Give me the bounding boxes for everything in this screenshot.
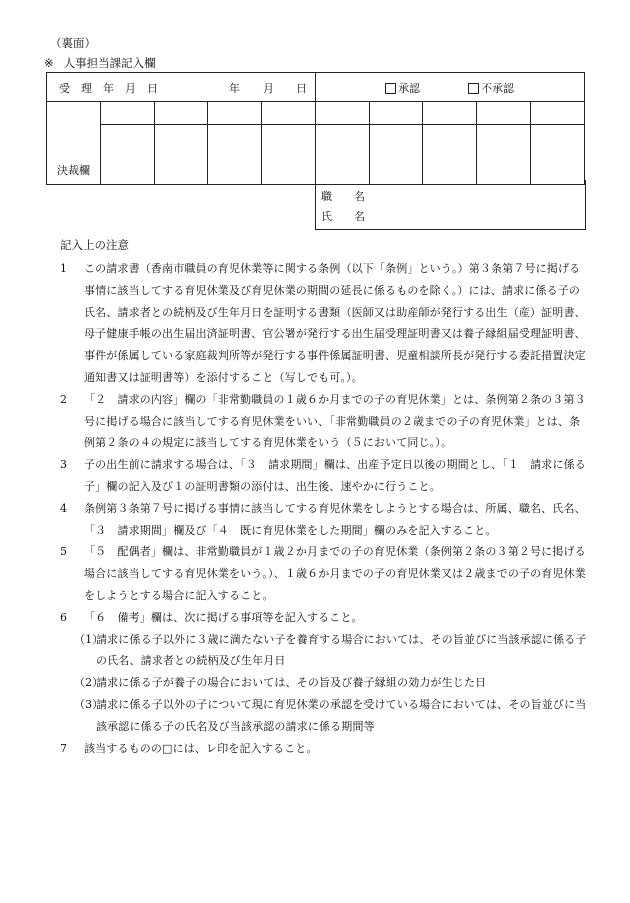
decision-seal-cell[interactable] [423, 125, 477, 185]
decision-title-cell[interactable] [155, 102, 208, 125]
receipt-date-label: 受 理 年 月 日 [59, 82, 158, 95]
receipt-year-label: 年 [229, 82, 240, 95]
sub-note-text: 請求に係る子以外の子について現に育児休業の承認を受けている場合においては、その旨並びに当該承認に係る子の氏名及び当該承認の請求に係る期間等 [96, 697, 587, 733]
signer-name-suffix: 名 [354, 210, 365, 223]
note-text: 条例第３条第７号に掲げる事情に該当してする育児休業をしようとする場合は、所属、職名、氏名、「３ 請求期間」欄及び「４ 既に育児休業をした期間」欄のみを記入すること。 [84, 501, 586, 537]
decision-title-cell[interactable] [531, 102, 585, 125]
note-item [60, 541, 588, 606]
sub-note-text: 請求に係る子が養子の場合においては、その旨及び養子縁組の効力が生じた日 [96, 676, 487, 690]
note-sub-item [74, 672, 588, 694]
note-item [60, 389, 588, 454]
note-text: 該当するものの□には、レ印を記入すること。 [84, 741, 318, 755]
note-sub-item [74, 629, 588, 673]
section-title: 人事担当課記入欄 [63, 56, 156, 70]
note-item [60, 498, 588, 542]
receipt-day-label: 日 [296, 82, 307, 95]
note-number: 5 [60, 545, 68, 559]
approve-label: 承認 [398, 82, 421, 95]
note-item [60, 454, 588, 498]
receipt-date-cell[interactable] [47, 73, 316, 102]
signer-name-label: 氏 [321, 210, 332, 223]
notes-title: 記入上の注意 [60, 238, 129, 252]
note-number: 6 [60, 610, 68, 624]
sub-note-number: （3） [74, 697, 104, 711]
decision-title-cell[interactable] [370, 102, 423, 125]
sub-note-number: （1） [74, 632, 104, 646]
note-number: 4 [60, 501, 68, 515]
decision-label: 決裁欄 [57, 164, 90, 177]
note-item [60, 607, 588, 629]
page-side-label: （裏面） [50, 36, 96, 50]
decision-title-cell[interactable] [101, 102, 155, 125]
signer-name-row[interactable] [321, 208, 365, 224]
hr-decision-table [46, 72, 585, 185]
decision-title-cell[interactable] [423, 102, 477, 125]
disapprove-option[interactable] [468, 80, 514, 96]
receipt-month-label: 月 [263, 82, 274, 95]
decision-seal-cell[interactable] [101, 125, 155, 185]
signer-title-row[interactable] [321, 188, 365, 204]
note-item [60, 258, 588, 389]
signature-box [315, 180, 586, 230]
note-text: 「５ 配偶者」欄は、非常勤職員が１歳２か月までの子の育児休業（条例第２条の３第２号に掲げる場合に該当してする育児休業をいう。）、１歳６か月までの子の育児休業又は２歳までの子の育児休業をしようとする場合に記入すること。 [84, 545, 586, 602]
decision-seal-cell[interactable] [155, 125, 208, 185]
decision-seal-cell[interactable] [477, 125, 531, 185]
sub-note-number: （2） [74, 676, 104, 690]
disapprove-checkbox[interactable] [468, 83, 479, 94]
note-text: 子の出生前に請求する場合は、「３ 請求期間」欄は、出産予定日以後の期間とし、「１ 請求に係る子」欄の記入及び１の証明書類の添付は、出生後、速やかに行うこと。 [84, 458, 586, 493]
decision-title-cell[interactable] [477, 102, 531, 125]
approve-checkbox[interactable] [385, 83, 396, 94]
decision-seal-cell[interactable] [208, 125, 262, 185]
note-sub-item [74, 694, 588, 738]
sub-note-text: 請求に係る子以外に３歳に満たない子を養育する場合においては、その旨並びに当該承認に係る子の氏名、請求者との続柄及び生年月日 [96, 632, 587, 668]
decision-title-cell[interactable] [316, 102, 370, 125]
note-number: 2 [60, 392, 68, 406]
decision-seal-cell[interactable] [370, 125, 423, 185]
notes-list [60, 258, 588, 759]
reference-mark: ※ [44, 56, 54, 70]
section-heading [44, 55, 156, 71]
note-number: 3 [60, 458, 68, 472]
decision-seal-cell[interactable] [531, 125, 585, 185]
decision-label-cell [47, 102, 101, 185]
note-number: 1 [60, 262, 68, 275]
approve-option[interactable] [385, 80, 420, 96]
signer-title-suffix: 名 [354, 190, 365, 203]
approval-cell [316, 73, 585, 102]
decision-seal-cell[interactable] [316, 125, 370, 185]
decision-title-cell[interactable] [262, 102, 316, 125]
note-text: 「６ 備考」欄は、次に掲げる事項等を記入すること。 [84, 610, 363, 624]
note-text: 「２ 請求の内容」欄の「非常勤職員の１歳６か月までの子の育児休業」とは、条例第２条の３第３号に掲げる場合に該当してする育児休業をいい、「非常勤職員の２歳までの子の育児休業」とは、条例第２条の４の規定に該当してする育児休業をいう（５において同じ。）。 [84, 392, 586, 450]
note-item [60, 738, 588, 760]
signer-title-label: 職 [321, 190, 332, 203]
decision-title-cell[interactable] [208, 102, 262, 125]
note-number: 7 [60, 741, 68, 755]
disapprove-label: 不承認 [481, 82, 515, 95]
note-text: この請求書（香南市職員の育児休業等に関する条例（以下「条例」という。）第３条第７号に掲げる事情に該当してする育児休業及び育児休業の期間の延長に係るものを除く。）には、請求に係る子の氏名、請求者との続柄及び生年月日を証明する書類（医師又は助産師が発行する出生（産）証明書、母子健康手帳の出生届出済証明書、官公署が発行する出生届受理証明書又は養子縁組届受理証明書、事件が係属している家庭裁判所等が発行する事件係属証明書、児童相談所長が発行する委託措置決定通知書又は証明書等）を添付すること（写しでも可。）。 [84, 262, 586, 384]
decision-seal-cell[interactable] [262, 125, 316, 185]
